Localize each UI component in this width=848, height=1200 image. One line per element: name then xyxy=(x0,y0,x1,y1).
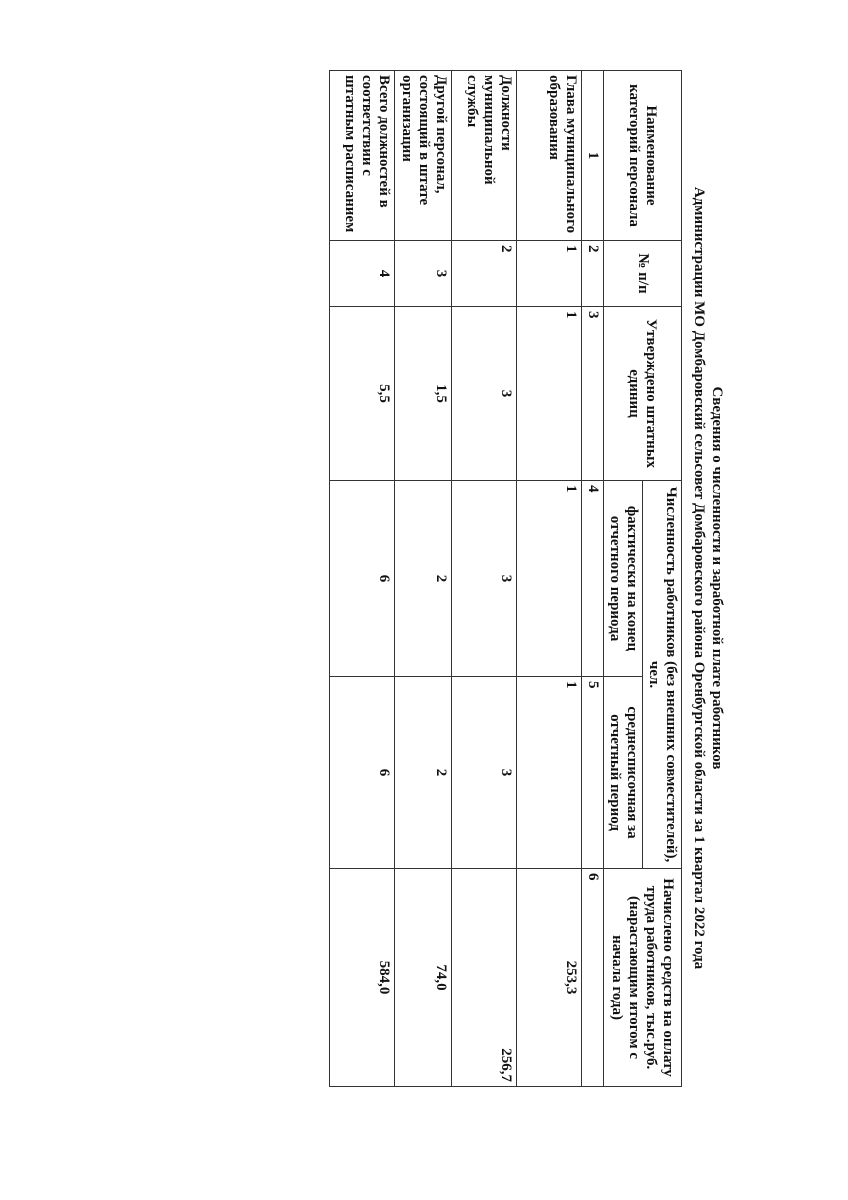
title-line-1: Сведения о численности и заработной плате работников xyxy=(709,386,725,770)
header-row xyxy=(643,71,682,1087)
row-category: Всего должностей в соответствии с штатным расписанием xyxy=(330,71,395,241)
row-actual: 2 xyxy=(395,481,452,677)
row-actual: 3 xyxy=(452,481,517,677)
row-approved: 5,5 xyxy=(330,307,395,481)
header-number: № п/п xyxy=(604,241,682,307)
row-actual: 6 xyxy=(330,481,395,677)
row-number: 1 xyxy=(517,241,582,307)
row-payroll: 74,0 xyxy=(395,869,452,1087)
row-payroll: 584,0 xyxy=(330,869,395,1087)
row-payroll: 256,7 xyxy=(452,869,517,1087)
column-number-row xyxy=(582,71,604,1087)
staff-salary-table xyxy=(329,70,682,1087)
column-number: 1 xyxy=(582,71,604,241)
document-title xyxy=(690,70,726,1086)
row-average: 6 xyxy=(330,677,395,869)
table-row xyxy=(395,71,452,1087)
header-actual: фактически на конец отчетного периода xyxy=(604,481,643,677)
row-payroll: 253,3 xyxy=(517,869,582,1087)
header-payroll: Начислено средств на оплату труда работников, тыс.руб. (нарастающим итогом с начала года) xyxy=(604,869,682,1087)
title-line-2: Администрации МО Домбаровский сельсовет Домбаровского района Оренбургской области за 1 квартал 2022 года xyxy=(691,186,707,970)
table-row xyxy=(517,71,582,1087)
row-average: 3 xyxy=(452,677,517,869)
header-average: среднесписочная за отчетный период xyxy=(604,677,643,869)
row-average: 1 xyxy=(517,677,582,869)
table-row xyxy=(330,71,395,1087)
column-number: 2 xyxy=(582,241,604,307)
row-number: 4 xyxy=(330,241,395,307)
row-actual: 1 xyxy=(517,481,582,677)
row-approved: 1,5 xyxy=(395,307,452,481)
row-category: Должности муниципальной службы xyxy=(452,71,517,241)
column-number: 5 xyxy=(582,677,604,869)
column-number: 4 xyxy=(582,481,604,677)
header-approved: Утверждено штатных единиц xyxy=(604,307,682,481)
row-average: 2 xyxy=(395,677,452,869)
row-category: Глава муниципального образования xyxy=(517,71,582,241)
header-headcount-group: Численность работников (без внешних совместителей), чел. xyxy=(643,481,682,869)
header-category: Наименование категорий персонала xyxy=(604,71,682,241)
row-approved: 1 xyxy=(517,307,582,481)
column-number: 3 xyxy=(582,307,604,481)
row-approved: 3 xyxy=(452,307,517,481)
column-number: 6 xyxy=(582,869,604,1087)
row-category: Другой персонал, состоящий в штате организации xyxy=(395,71,452,241)
row-number: 2 xyxy=(452,241,517,307)
row-number: 3 xyxy=(395,241,452,307)
table-row xyxy=(452,71,517,1087)
